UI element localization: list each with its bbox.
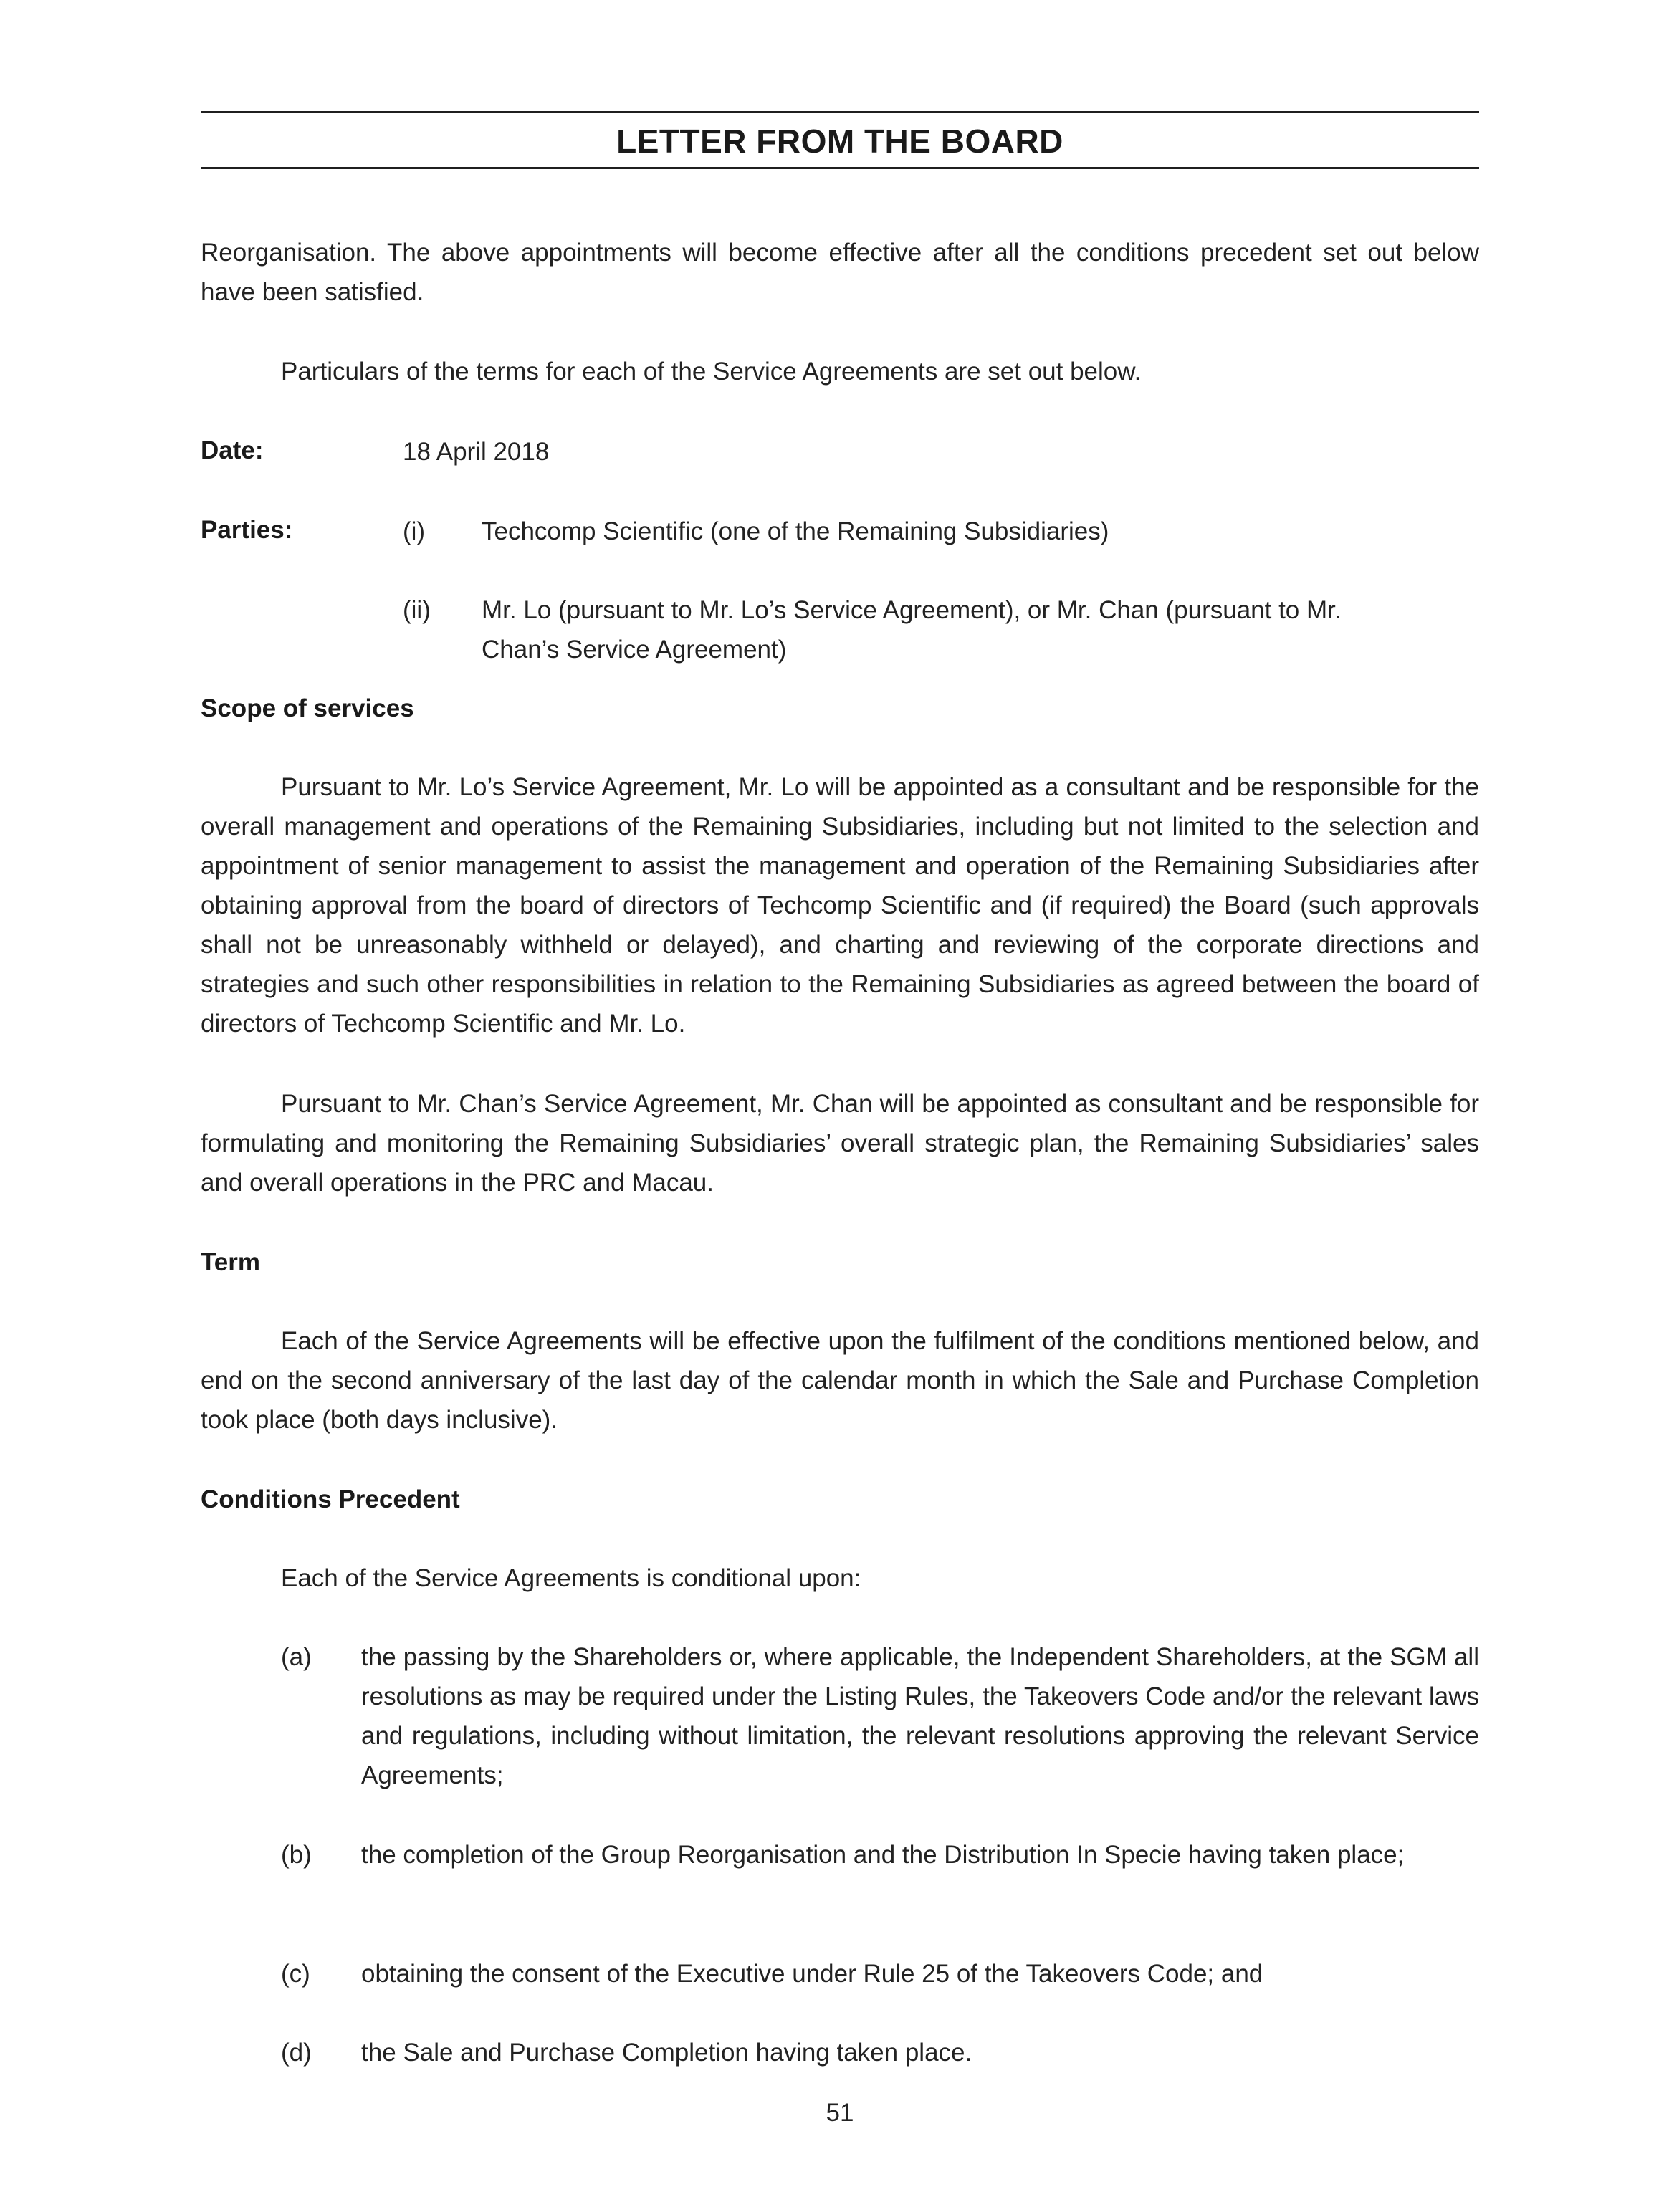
condition-number: (c) [281,1960,310,1988]
party-number: (i) [403,517,426,545]
header-top-rule [201,111,1479,113]
page-header-title: LETTER FROM THE BOARD [616,123,1063,160]
date-value: 18 April 2018 [403,438,550,466]
conditions-intro: Each of the Service Agreements is conditional upon: [281,1564,861,1592]
parties-label: Parties: [201,516,293,544]
page-number: 51 [826,2099,854,2127]
party-text: Techcomp Scientific (one of the Remaining Subsidiaries) [482,517,1109,545]
term-paragraph: Each of the Service Agreements will be effective upon the fulfilment of the conditions mentioned below, and end on the second anniversary of the last day of the calendar month in which the Sale and Purchase Completion took place (both days inclusive). [201,1327,1479,1434]
condition-text: the completion of the Group Reorganisation and the Distribution In Specie having taken place; [361,1841,1405,1869]
scope-of-services-heading: Scope of services [201,694,414,722]
condition-text: obtaining the consent of the Executive under Rule 25 of the Takeovers Code; and [361,1960,1263,1988]
scope-paragraph-mr-chan: Pursuant to Mr. Chan’s Service Agreement, Mr. Chan will be appointed as consultant and be responsible for formulating and monitoring the Remaining Subsidiaries’ overall strategic plan, the Remaining Subsidiaries’ sales and overall operations in the PRC and Macau. [201,1090,1479,1197]
scope-paragraph-mr-lo: Pursuant to Mr. Lo’s Service Agreement, Mr. Lo will be appointed as a consultant and be responsible for the overall management and operations of the Remaining Subsidiaries, including but not limited to the selection and appointment of senior management to assist the management and operation of the Remaining Subsidiaries after obtaining approval from the board of directors of Techcomp Scientific and (if required) the Board (such approvals shall not be unreasonably withheld or delayed), and charting and reviewing of the corporate directions and strategies and such other responsibilities in relation to the Remaining Subsidiaries as agreed between the board of directors of Techcomp Scientific and Mr. Lo. [201,773,1479,1038]
particulars-paragraph: Particulars of the terms for each of the Service Agreements are set out below. [281,358,1142,386]
intro-continuation-paragraph: Reorganisation. The above appointments will become effective after all the conditions precedent set out below have been satisfied. [201,239,1479,306]
condition-text: the passing by the Shareholders or, where applicable, the Independent Shareholders, at the SGM all resolutions as may be required under the Listing Rules, the Takeovers Code and/or the relevant laws and regulations, including without limitation, the relevant resolutions approving the relevant Service Agreements; [361,1643,1479,1789]
party-text: Mr. Lo (pursuant to Mr. Lo’s Service Agreement), or Mr. Chan (pursuant to Mr. Chan’s Service Agreement) [482,596,1342,664]
header-bottom-rule [201,167,1479,169]
condition-number: (a) [281,1643,312,1671]
term-heading: Term [201,1248,260,1276]
conditions-precedent-heading: Conditions Precedent [201,1485,460,1513]
date-label: Date: [201,436,264,464]
party-number: (ii) [403,596,431,624]
condition-number: (b) [281,1841,312,1869]
condition-number: (d) [281,2039,312,2067]
condition-text: the Sale and Purchase Completion having taken place. [361,2039,972,2067]
document-page [201,0,1479,2212]
